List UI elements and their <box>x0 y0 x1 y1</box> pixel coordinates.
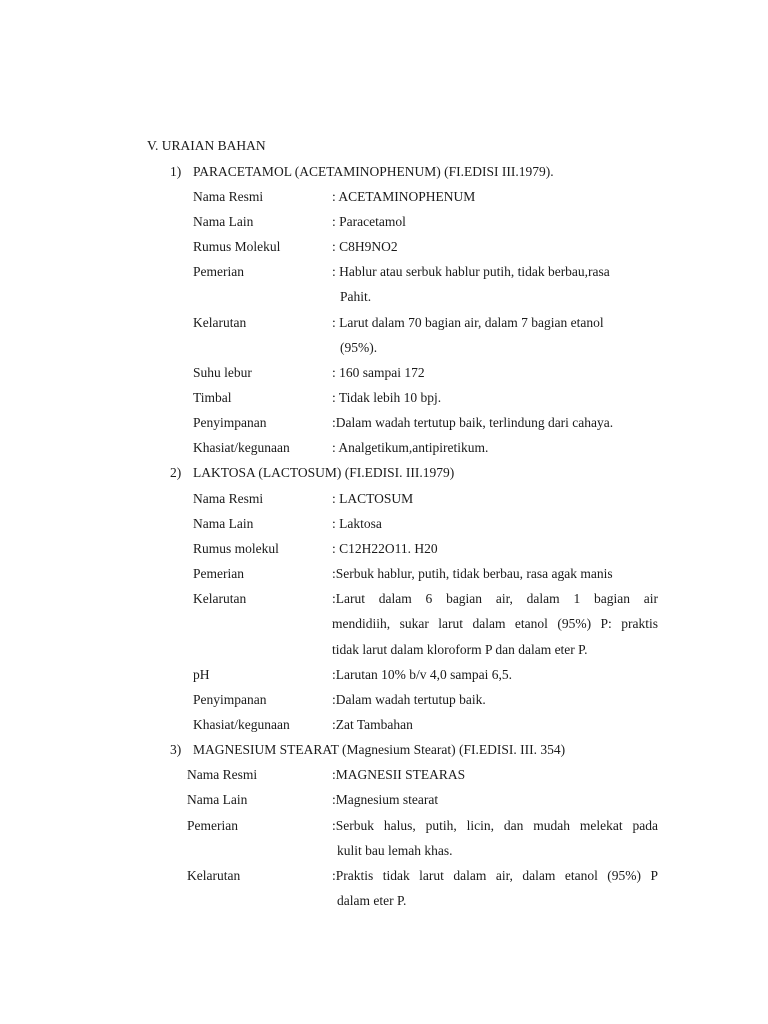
field-value-continued: tidak larut dalam kloroform P dan dalam eter P. <box>332 642 588 657</box>
field-label: Pemerian <box>193 264 244 279</box>
field-value: : Hablur atau serbuk hablur putih, tidak berbau,rasa <box>332 264 610 279</box>
section-title: V. URAIAN BAHAN <box>147 138 266 153</box>
field-label: Pemerian <box>187 818 238 833</box>
field-value: : Laktosa <box>332 516 382 531</box>
field-label: Nama Resmi <box>187 767 258 782</box>
field-label: Nama Lain <box>187 792 248 807</box>
field-value: : Paracetamol <box>332 214 406 229</box>
field-value: : C8H9NO2 <box>332 239 398 254</box>
field-label: Rumus molekul <box>193 541 279 556</box>
item-number: 2) <box>170 465 182 480</box>
field-value: : Tidak lebih 10 bpj. <box>332 390 442 405</box>
field-value: :Zat Tambahan <box>332 717 413 732</box>
field-label: Nama Resmi <box>193 491 264 506</box>
field-value-continued: kulit bau lemah khas. <box>337 843 453 858</box>
field-label: Timbal <box>193 390 232 405</box>
field-value: :Dalam wadah tertutup baik, terlindung dari cahaya. <box>332 415 614 430</box>
field-value: : Larut dalam 70 bagian air, dalam 7 bagian etanol <box>332 315 604 330</box>
field-value: :Serbuk hablur, putih, tidak berbau, rasa agak manis <box>332 566 613 581</box>
field-value: : C12H22O11. H20 <box>332 541 438 556</box>
field-label: pH <box>193 667 210 682</box>
item-heading: PARACETAMOL (ACETAMINOPHENUM) (FI.EDISI III.1979). <box>193 164 554 179</box>
field-value: : 160 sampai 172 <box>332 365 425 380</box>
field-value: : ACETAMINOPHENUM <box>332 189 476 204</box>
item-number: 1) <box>170 164 182 179</box>
field-value: :Praktis tidak larut dalam air, dalam etanol (95%) P <box>332 868 658 883</box>
item-number: 3) <box>170 742 182 757</box>
field-label: Pemerian <box>193 566 244 581</box>
field-label: Khasiat/kegunaan <box>193 717 290 732</box>
field-value-continued: mendidiih, sukar larut dalam etanol (95%) P: praktis <box>332 616 658 631</box>
field-value: : LACTOSUM <box>332 491 414 506</box>
field-value: :Dalam wadah tertutup baik. <box>332 692 486 707</box>
field-value: :Magnesium stearat <box>332 792 439 807</box>
field-value-continued: (95%). <box>340 340 378 355</box>
field-value: :MAGNESII STEARAS <box>332 767 466 782</box>
field-label: Kelarutan <box>193 315 247 330</box>
field-value: :Larut dalam 6 bagian air, dalam 1 bagian air <box>332 591 658 606</box>
field-label: Penyimpanan <box>193 415 267 430</box>
field-label: Penyimpanan <box>193 692 267 707</box>
field-value-continued: dalam eter P. <box>337 893 407 908</box>
item-heading: MAGNESIUM STEARAT (Magnesium Stearat) (FI.EDISI. III. 354) <box>193 742 566 757</box>
field-label: Kelarutan <box>193 591 247 606</box>
field-value: :Larutan 10% b/v 4,0 sampai 6,5. <box>332 667 512 682</box>
field-label: Kelarutan <box>187 868 241 883</box>
field-label: Nama Lain <box>193 214 254 229</box>
item-heading: LAKTOSA (LACTOSUM) (FI.EDISI. III.1979) <box>193 465 455 480</box>
field-label: Nama Lain <box>193 516 254 531</box>
field-value: : Analgetikum,antipiretikum. <box>332 440 489 455</box>
field-label: Nama Resmi <box>193 189 264 204</box>
field-label: Rumus Molekul <box>193 239 281 254</box>
field-value: :Serbuk halus, putih, licin, dan mudah melekat pada <box>332 818 658 833</box>
field-label: Khasiat/kegunaan <box>193 440 290 455</box>
field-value-continued: Pahit. <box>340 289 372 304</box>
field-label: Suhu lebur <box>193 365 252 380</box>
